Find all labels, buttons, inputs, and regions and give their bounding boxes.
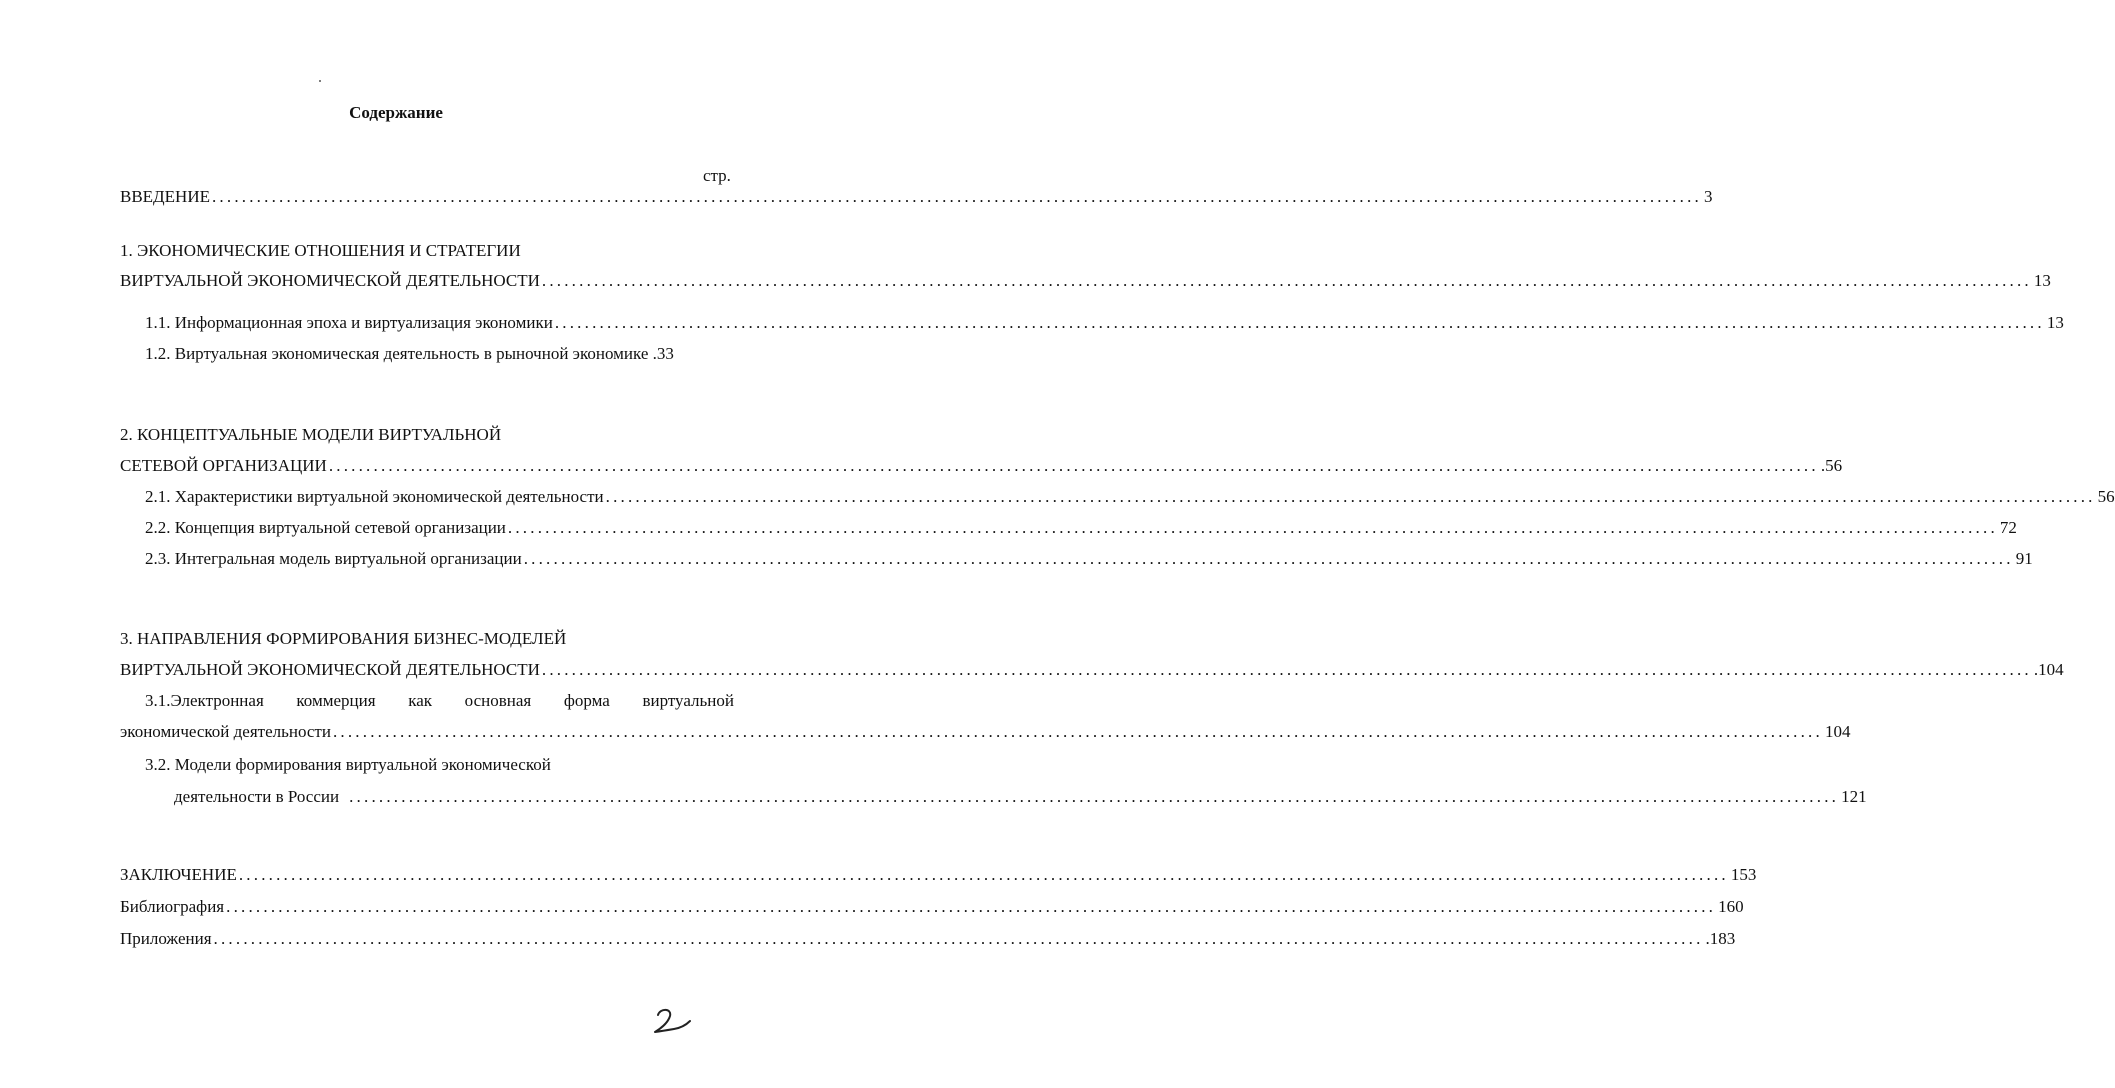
toc-entry-section-2-1 bbox=[145, 486, 2115, 508]
entry-label: 2.2. Концепция виртуальной сетевой организации bbox=[145, 518, 506, 537]
toc-entry-section-1-2 bbox=[145, 343, 674, 365]
toc-title: Содержание bbox=[349, 103, 443, 122]
entry-label: 2.1. Характеристики виртуальной экономической деятельности bbox=[145, 487, 604, 506]
entry-page: 72 bbox=[1999, 518, 2017, 537]
leader-dots: ........................................................................................................................................................................................................ bbox=[238, 865, 1729, 884]
handwritten-page-number bbox=[648, 1005, 698, 1041]
entry-page: .33 bbox=[652, 344, 674, 363]
toc-entry-appendix bbox=[120, 928, 1736, 950]
toc-entry-section-2-2 bbox=[145, 517, 2017, 539]
toc-entry-section-2-3 bbox=[145, 548, 2033, 570]
leader-dots: ........................................................................................................................................................................................................ bbox=[507, 518, 1998, 537]
entry-word: форма bbox=[563, 691, 610, 710]
entry-word: 3.1.Электронная bbox=[145, 691, 264, 710]
toc-entry-section-3-1-line2 bbox=[120, 721, 1851, 743]
leader-dots: ........................................................................................................................................................................................................ bbox=[523, 549, 2014, 568]
toc-entry-section-3-1-line1 bbox=[145, 690, 734, 712]
entry-label: Библиография bbox=[120, 897, 225, 916]
scan-speck bbox=[319, 80, 321, 82]
entry-page: 153 bbox=[1730, 865, 1757, 884]
entry-label: 2.3. Интегральная модель виртуальной организации bbox=[145, 549, 522, 568]
entry-word: виртуальной bbox=[642, 691, 734, 710]
entry-label: Приложения bbox=[120, 929, 212, 948]
entry-page: 160 bbox=[1718, 897, 1744, 916]
entry-page: 121 bbox=[1841, 787, 1867, 806]
entry-word: основная bbox=[464, 691, 532, 710]
chapter-3-heading-line1: 3. НАПРАВЛЕНИЯ ФОРМИРОВАНИЯ БИЗНЕС-МОДЕЛЕЙ bbox=[120, 629, 567, 648]
entry-label: ВИРТУАЛЬНОЙ ЭКОНОМИЧЕСКОЙ ДЕЯТЕЛЬНОСТИ bbox=[120, 660, 540, 679]
toc-entry-chapter-2 bbox=[120, 455, 1843, 477]
entry-label: ЗАКЛЮЧЕНИЕ bbox=[120, 865, 237, 884]
entry-page: 13 bbox=[2033, 271, 2051, 290]
toc-entry-bibliography bbox=[120, 896, 1744, 918]
leader-dots: ........................................................................................................................................................................................................ bbox=[541, 271, 2032, 290]
toc-entry-intro bbox=[120, 186, 1713, 208]
entry-page: 91 bbox=[2015, 549, 2033, 568]
entry-page: 104 bbox=[1824, 722, 1851, 741]
leader-dots: ........................................................................................................................................................................................................ bbox=[554, 313, 2045, 332]
entry-word: как bbox=[408, 691, 433, 710]
entry-label: ВВЕДЕНИЕ bbox=[120, 187, 210, 206]
toc-entry-section-1-1 bbox=[145, 312, 2064, 334]
leader-dots: ........................................................................................................................................................................................................ bbox=[226, 897, 1717, 916]
entry-label: 1.2. Виртуальная экономическая деятельность в рыночной экономике bbox=[145, 344, 649, 363]
entry-page: .104 bbox=[2033, 660, 2064, 679]
leader-dots: ........................................................................................................................................................................................................ bbox=[605, 487, 2096, 506]
toc-entry-chapter-1 bbox=[120, 270, 2051, 292]
entry-page: 13 bbox=[2046, 313, 2064, 332]
page-column-header: стр. bbox=[703, 166, 731, 185]
entry-label: СЕТЕВОЙ ОРГАНИЗАЦИИ bbox=[120, 456, 327, 475]
entry-label: ВИРТУАЛЬНОЙ ЭКОНОМИЧЕСКОЙ ДЕЯТЕЛЬНОСТИ bbox=[120, 271, 540, 290]
leader-dots: ........................................................................................................................................................................................................ bbox=[213, 929, 1704, 948]
toc-entry-conclusion bbox=[120, 864, 1757, 886]
entry-page: 56 bbox=[2097, 487, 2115, 506]
leader-dots: ........................................................................................................................................................................................................ bbox=[328, 456, 1819, 475]
chapter-1-heading-line1: 1. ЭКОНОМИЧЕСКИЕ ОТНОШЕНИЯ И СТРАТЕГИИ bbox=[120, 241, 521, 260]
entry-label: деятельности в России bbox=[174, 787, 340, 806]
toc-entry-section-3-2-line2 bbox=[174, 786, 1867, 808]
leader-dots: ........................................................................................................................................................................................................ bbox=[541, 660, 2032, 679]
entry-label: 1.1. Информационная эпоха и виртуализация экономики bbox=[145, 313, 553, 332]
entry-label: экономической деятельности bbox=[120, 722, 331, 741]
chapter-2-heading-line1: 2. КОНЦЕПТУАЛЬНЫЕ МОДЕЛИ ВИРТУАЛЬНОЙ bbox=[120, 425, 502, 444]
toc-entry-chapter-3 bbox=[120, 659, 2064, 681]
entry-page: 3 bbox=[1703, 187, 1713, 206]
entry-word: коммерция bbox=[296, 691, 376, 710]
leader-dots: ........................................................................................................................................................................................................ bbox=[349, 787, 1840, 806]
toc-entry-section-3-2-line1: 3.2. Модели формирования виртуальной экономической bbox=[145, 755, 551, 774]
entry-page: .56 bbox=[1820, 456, 1843, 475]
entry-page: .183 bbox=[1705, 929, 1736, 948]
leader-dots: ........................................................................................................................................................................................................ bbox=[211, 187, 1702, 206]
leader-dots: ........................................................................................................................................................................................................ bbox=[332, 722, 1823, 741]
